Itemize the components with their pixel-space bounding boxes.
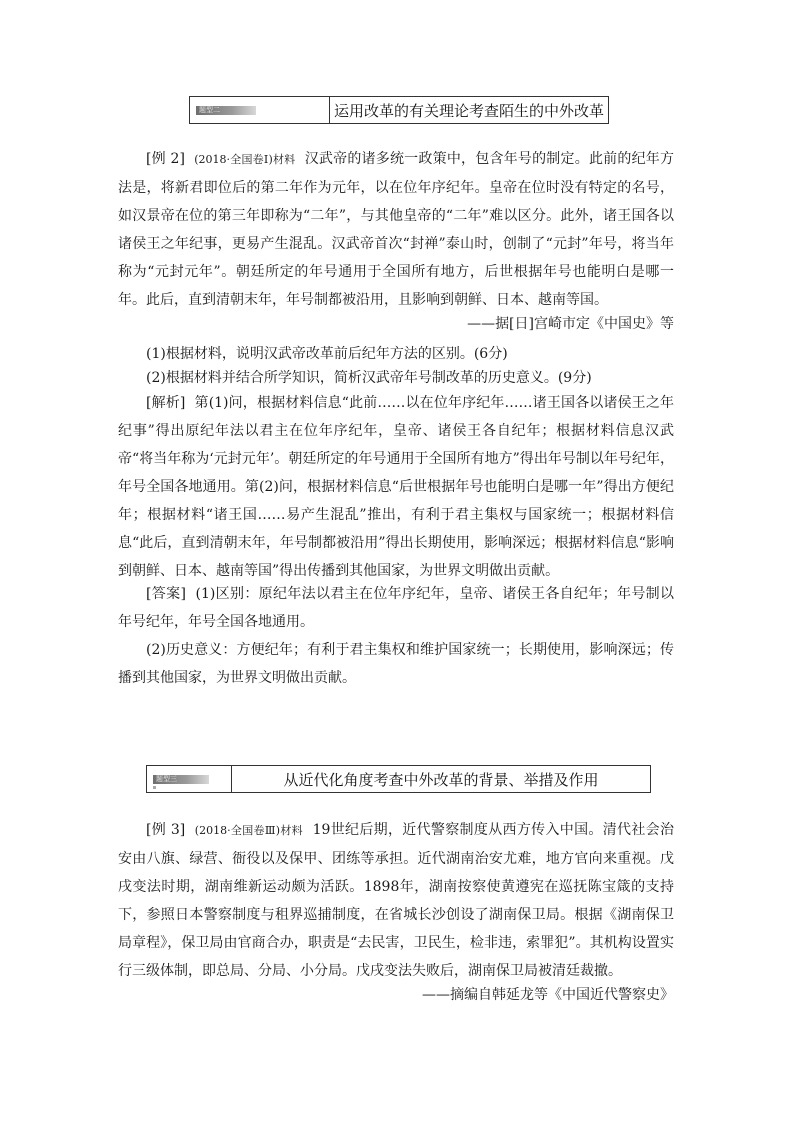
answer-2-text: (2)历史意义：方便纪年；有利于君主集权和维护国家统一；长期使用，影响深远；传播到其他国家，为世界文明做出贡献。 — [118, 642, 674, 686]
example-3-material — [118, 816, 674, 985]
answer-2 — [118, 636, 674, 692]
material-citation: ——据[日]宫崎市定《中国史》等 — [467, 316, 674, 332]
analysis — [118, 389, 674, 585]
material-citation: ——摘编自韩延龙等《中国近代警察史》 — [422, 987, 674, 1003]
example-2-material — [118, 145, 674, 314]
section-tag-badge — [153, 775, 209, 784]
analysis-label: [解析] — [146, 395, 186, 411]
material-text: 汉武帝的诸多统一政策中，包含年号的制定。此前的纪年方法是，将新君即位后的第二年作为元年，以在位年序纪年。皇帝在位时没有特定的名号，如汉景帝在位的第三年即称为“二年”，与其他皇帝的“二年”难以区分。此外，诸王国各以诸侯王之年纪事，更易产生混乱。汉武帝首次“封禅”泰山时，创制了“元封”年号，将当年称为“元封元年”。朝廷所定的年号通用于全国所有地方，后世根据年号也能明白是哪一年。此后，直到清朝末年，年号制都被沿用，且影响到朝鲜、日本、越南等国。 — [118, 151, 675, 308]
section-tag-label: 题型三 — [156, 775, 177, 783]
answer-1 — [118, 580, 674, 636]
tag-marker — [153, 786, 156, 789]
example-source-meta: (2018·全国卷Ⅰ)材料 — [194, 153, 296, 166]
answer-1-text: (1)区别：原纪年法以君主在位年序纪年，皇帝、诸侯王各自纪年；年号制以年号纪年，年号全国各地通用。 — [118, 586, 674, 630]
example-label: [例 2] — [146, 151, 185, 167]
section-title: 运用改革的有关理论考查陌生的中外改革 — [333, 101, 604, 120]
section-tag — [147, 766, 232, 792]
section-tag-label: 题型二 — [199, 106, 220, 114]
example-source-meta: (2018·全国卷Ⅲ)材料 — [194, 824, 304, 837]
section-title: 从近代化角度考查中外改革的背景、举措及作用 — [283, 770, 599, 789]
section-header-box — [189, 96, 609, 124]
material-text: 19世纪后期，近代警察制度从西方传入中国。清代社会治安由八旗、绿营、衙役以及保甲、团练等承担。近代湖南治安尤难，地方官向来重视。戊戌变法时期，湖南维新运动颇为活跃。1898年，湖南按察使黄遵宪在巡抚陈宝箴的支持下，参照日本警察制度与租界巡捕制度，在省城长沙创设了湖南保卫局。根据《湖南保卫局章程》，保卫局由官商合办，职责是“去民害，卫民生，检非违，索罪犯”。其机构设置实行三级体制，即总局、分局、小分局。戊戌变法失败后，湖南保卫局被清廷裁撤。 — [118, 822, 675, 979]
example-label: [例 3] — [146, 822, 186, 838]
question-2-text: (2)根据材料并结合所学知识，简析汉武帝年号制改革的历史意义。(9分) — [146, 370, 592, 386]
question-2 — [118, 364, 674, 392]
analysis-text: 第(1)问，根据材料信息“此前……以在位年序纪年……诸王国各以诸侯王之年纪事”得出原纪年法以君主在位年序纪年，皇帝、诸侯王各自纪年；根据材料信息汉武帝“将当年称为‘元封元年’。朝廷所定的年号通用于全国所有地方”得出年号制以年号纪年，年号全国各地通用。第(2)问，根据材料信息“后世根据年号也能明白是哪一年”得出方便纪年；根据材料“诸王国……易产生混乱”推出，有利于君主集权与国家统一；根据材料信息“此后，直到清朝末年，年号制都被沿用”得出长期使用，影响深远；根据材料信息“影响到朝鲜、日本、越南等国”得出传播到其他国家，为世界文明做出贡献。 — [118, 395, 674, 579]
section-header-box — [146, 765, 651, 793]
answer-label: [答案] — [146, 586, 186, 602]
section-tag-badge — [196, 106, 256, 115]
question-1-text: (1)根据材料，说明汉武帝改革前后纪年方法的区别。(6分) — [146, 346, 508, 362]
section-tag — [190, 97, 330, 123]
